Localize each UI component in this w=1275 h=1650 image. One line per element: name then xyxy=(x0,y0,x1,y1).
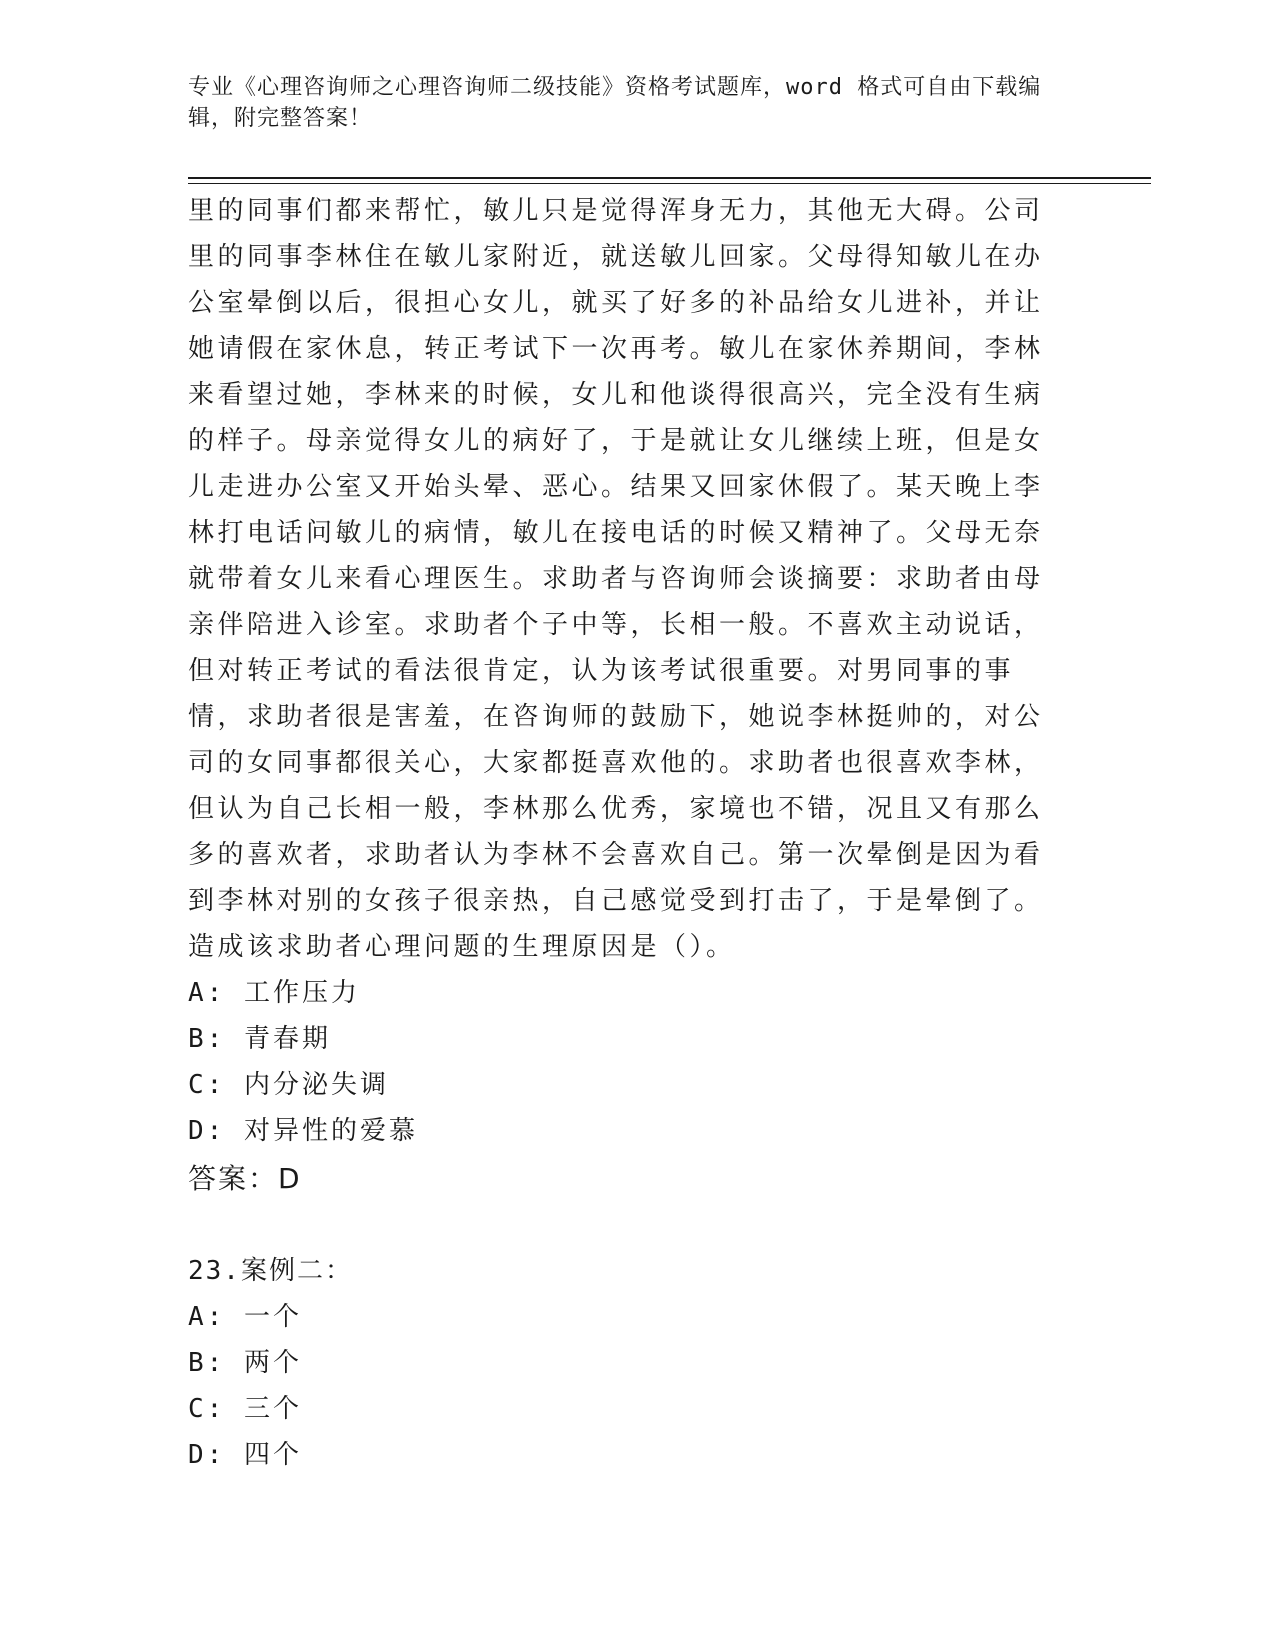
option-d: D: 对异性的爱慕 xyxy=(188,1116,418,1146)
option-c: C: 内分泌失调 xyxy=(188,1070,389,1100)
q23-option-b: B: 两个 xyxy=(188,1348,302,1378)
document-body xyxy=(188,188,1068,1478)
q23-option-a: A: 一个 xyxy=(188,1302,302,1332)
question-stem: 里的同事们都来帮忙，敏儿只是觉得浑身无力，其他无大碍。公司里的同事李林住在敏儿家附近，就送敏儿回家。父母得知敏儿在办公室晕倒以后，很担心女儿，就买了好多的补品给女儿进补，并让她请假在家休息，转正考试下一次再考。敏儿在家休养期间，李林来看望过她，李林来的时候，女儿和他谈得很高兴，完全没有生病的样子。母亲觉得女儿的病好了，于是就让女儿继续上班，但是女儿走进办公室又开始头晕、恶心。结果又回家休假了。某天晚上李林打电话问敏儿的病情，敏儿在接电话的时候又精神了。父母无奈就带着女儿来看心理医生。求助者与咨询师会谈摘要：求助者由母亲伴陪进入诊室。求助者个子中等，长相一般。不喜欢主动说话，但对转正考试的看法很肯定，认为该考试很重要。对男同事的事情，求助者很是害羞，在咨询师的鼓励下，她说李林挺帅的，对公司的女同事都很关心，大家都挺喜欢他的。求助者也很喜欢李林，但认为自己长相一般，李林那么优秀，家境也不错，况且又有那么多的喜欢者，求助者认为李林不会喜欢自己。第一次晕倒是因为看到李林对别的女孩子很亲热，自己感觉受到打击了，于是晕倒了。造成该求助者心理问题的生理原因是（）。 xyxy=(188,196,1044,962)
question-23-title: 23.案例二： xyxy=(188,1256,353,1286)
header-divider-thin xyxy=(188,183,1151,184)
answer-line: 答案：D xyxy=(188,1162,302,1195)
header-divider-thick xyxy=(188,177,1151,179)
option-a: A: 工作压力 xyxy=(188,978,360,1008)
q23-option-d: D: 四个 xyxy=(188,1440,302,1470)
document-header: 专业《心理咨询师之心理咨询师二级技能》资格考试题库，word 格式可自由下载编辑，附完整答案！ xyxy=(188,75,1042,131)
q23-option-c: C: 三个 xyxy=(188,1394,302,1424)
option-b: B: 青春期 xyxy=(188,1024,331,1054)
